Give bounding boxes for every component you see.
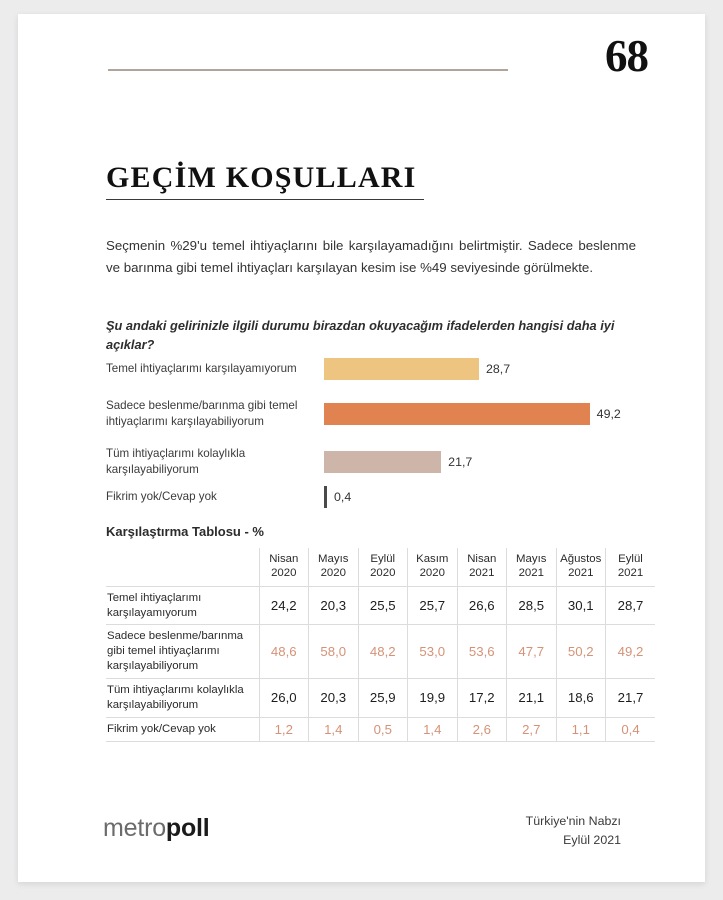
table-row-label: Sadece beslenme/barınma gibi temel ihtiyaçlarımı karşılayabiliyorum [106,625,259,678]
table-cell: 1,4 [408,717,458,741]
table-cell: 24,2 [259,586,309,625]
table-row-label: Tüm ihtiyaçlarımı kolaylıkla karşılayabiliyorum [106,678,259,717]
table-column-header [309,548,359,586]
table-row [106,678,655,717]
page-title: GEÇİM KOŞULLARI [106,161,417,194]
column-header-year: 2020 [271,566,297,579]
logo-text-light: metro [103,814,166,842]
table-cell: 1,4 [309,717,359,741]
table-row-label: Temel ihtiyaçlarımı karşılayamıyorum [106,586,259,625]
table-cell: 2,7 [507,717,557,741]
table-cell: 21,7 [606,678,656,717]
table-cell: 58,0 [309,625,359,678]
bar-value-label: 49,2 [596,406,621,421]
logo-text-strong: poll [165,814,210,842]
bar-fill [324,358,479,380]
table-cell: 53,0 [408,625,458,678]
title-block [106,162,646,200]
table-corner-cell [106,548,259,586]
table-column-header [408,548,458,586]
table-cell: 48,6 [259,625,309,678]
column-header-month: Mayıs [318,553,349,565]
table-cell: 1,1 [556,717,606,741]
column-header-year: 2021 [568,566,594,579]
bar-category-label: Tüm ihtiyaçlarımı kolaylıkla karşılayabiliyorum [106,447,246,476]
bar-fill [324,486,327,508]
table-column-header [606,548,656,586]
page-footer [18,812,705,860]
bar-row [106,446,651,477]
bar-fill [324,451,441,473]
bar-row [106,358,651,380]
column-header-year: 2020 [419,566,445,579]
bar-category-label: Temel ihtiyaçlarımı karşılayamıyorum [106,362,297,376]
table-column-header [358,548,408,586]
header-rule [108,69,508,71]
column-header-month: Ağustos [560,553,602,565]
table-cell: 0,4 [606,717,656,741]
column-header-year: 2021 [518,566,544,579]
table-row [106,586,655,625]
title-underline [106,199,424,201]
table-body [106,586,655,741]
table-cell: 47,7 [507,625,557,678]
table-cell: 1,2 [259,717,309,741]
bar-category-label: Sadece beslenme/barınma gibi temel ihtiyaçlarımı karşılayabiliyorum [106,399,298,428]
column-header-year: 2021 [469,566,495,579]
table-cell: 50,2 [556,625,606,678]
table-cell: 25,9 [358,678,408,717]
table-cell: 28,5 [507,586,557,625]
intro-paragraph: Seçmenin %29'u temel ihtiyaçlarını bile karşılayamadığını belirtmiştir. Sadece beslenme ve barınma gibi temel ihtiyaçları karşılayan kesim ise %49 seviyesinde görülmekte. [106,238,636,275]
column-header-month: Eylül [370,553,396,565]
column-header-month: Nisan [467,553,497,565]
column-header-year: 2020 [320,566,346,579]
table-header-row [106,548,655,586]
table-row [106,625,655,678]
table-column-header [556,548,606,586]
table-cell: 48,2 [358,625,408,678]
column-header-month: Mayıs [516,553,547,565]
table-cell: 26,0 [259,678,309,717]
table-cell: 20,3 [309,678,359,717]
table-row [106,717,655,741]
bar-row [106,398,651,429]
report-page [18,14,705,882]
column-header-year: 2020 [370,566,396,579]
table-cell: 26,6 [457,586,507,625]
table-cell: 0,5 [358,717,408,741]
column-header-year: 2021 [617,566,644,579]
metropoll-logo [103,814,210,843]
table-cell: 53,6 [457,625,507,678]
bar-row [106,486,651,508]
table-head [106,548,655,586]
bar-track [324,451,651,473]
table-cell: 19,9 [408,678,458,717]
table-column-header [507,548,557,586]
table-cell: 17,2 [457,678,507,717]
table-cell: 30,1 [556,586,606,625]
bar-track [324,358,651,380]
page-header [18,14,705,104]
table-cell: 20,3 [309,586,359,625]
bar-value-label: 0,4 [334,490,352,504]
column-header-month: Nisan [269,553,299,565]
bar-category-label: Fikrim yok/Cevap yok [106,490,217,504]
column-header-month: Kasım [416,553,449,565]
table-caption: Karşılaştırma Tablosu - % [106,524,264,539]
footer-meta-line-1: Türkiye'nin Nabzı [525,814,621,828]
table-column-header [259,548,309,586]
footer-meta-line-2: Eylül 2021 [563,832,621,847]
table-cell: 25,5 [358,586,408,625]
column-header-month: Eylül [618,553,643,565]
table-cell: 28,7 [606,586,656,625]
table-column-header [457,548,507,586]
survey-question: Şu andaki gelirinizle ilgili durumu birazdan okuyacağım ifadelerden hangisi daha iyi açıklar? [106,317,615,352]
bar-chart [106,354,651,509]
comparison-table [106,548,655,742]
table-cell: 21,1 [507,678,557,717]
bar-value-label: 21,7 [448,454,473,469]
bar-track [324,403,651,425]
table-cell: 49,2 [606,625,656,678]
table-cell: 2,6 [457,717,507,741]
table-row-label: Fikrim yok/Cevap yok [106,717,259,741]
table-cell: 18,6 [556,678,606,717]
table-cell: 25,7 [408,586,458,625]
footer-meta [526,812,621,849]
bar-fill [324,403,590,425]
page-number: 68 [605,31,648,81]
bar-value-label: 28,7 [485,362,511,376]
bar-track [324,486,651,508]
